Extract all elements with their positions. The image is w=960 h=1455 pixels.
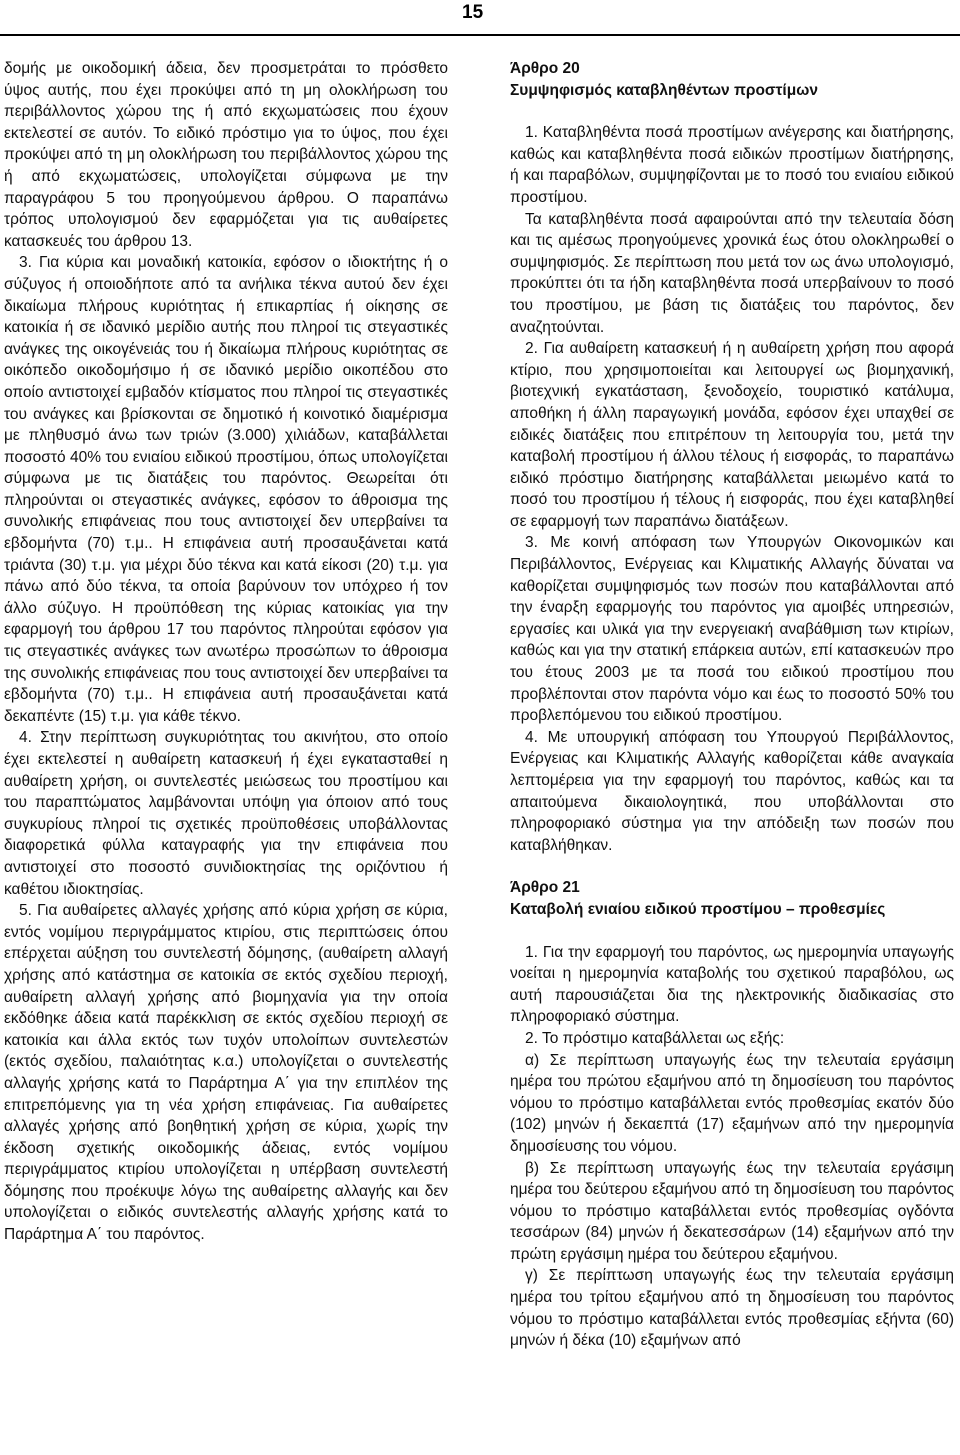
article-20-paragraph-1b: Τα καταβληθέντα ποσά αφαιρούνται από την τελευταία δόση και τις αμέσως προηγούμενες χρονικά έως ότου ολοκληρωθεί ο συμψηφισμός. Σε περίπτωση που μετά τον ως άνω υπολογισμό, προκύπτει ότι τα ήδη καταβληθέντα ποσά υπερβαίνουν το ποσό του προστίμου, με βάση τις διατάξεις του παρόντος, δεν αναζητούνται. — [510, 210, 954, 336]
right-column — [510, 58, 954, 1352]
article-21-title: Καταβολή ενιαίου ειδικού προστίμου – προθεσμίες — [510, 900, 886, 918]
page-number: 15 — [462, 2, 484, 23]
paragraph-4: 4. Στην περίπτωση συγκυριότητας του ακινήτου, στο οποίο έχει εκτελεστεί η αυθαίρετη κατασκευή ή έχει εγκατασταθεί η αυθαίρετη χρήση, οι συντελεστές μειώσεως του προστίμου και του παραπτώματος λαμβάνονται υπόψη για όποιον από τους συγκυρίους πληροί τις σχετικές προϋποθέσεις υποβάλλοντας διαφορετικά φύλλα καταγραφής για την επιφάνεια που αντιστοιχεί στο ποσοστό συνιδιοκτησίας της οριζόντιου ή καθέτου ιδιοκτησίας. — [4, 729, 448, 898]
article-20-number: Άρθρο 20 — [510, 60, 580, 77]
article-20-paragraph-4: 4. Με υπουργική απόφαση του Υπουργού Περιβάλλοντος, Ενέργειας και Κλιματικής Αλλαγής καθορίζεται κάθε αναγκαία λεπτομέρεια για την εφαρμογή του παρόντος, καθώς και τα απαιτούμενα δικαιολογητικά, που υποβάλλονται στο πληροφοριακό σύστημα για την απόδειξη των ποσών που καταβλήθηκαν. — [510, 728, 954, 854]
paragraph-5: 5. Για αυθαίρετες αλλαγές χρήσης από κύρια χρήση σε κύρια, εντός νομίμου περιγράμματος κτιρίου, στις περιπτώσεις όπου επέρχεται αύξηση του συντελεστή δόμησης, (αυθαίρετη αλλαγή χρήσης από κατάστημα σε κατοικία σε εκτός σχεδίου περιοχή, αυθαίρετη αλλαγή χρήσης από βιομηχανία για την οποία εκδόθηκε άδεια κατά παρέκκλιση σε εκτός σχεδίου περιοχή σε κατοικία και άλλα εκτός των τυχόν υπολοίπων συντελεστών (εκτός σχεδίου, παλαιότητας κ.α.) υπολογίζεται ο συντελεστής αλλαγής χρήσης κατά το Παράρτημα Α΄ για την επιπλέον της επιτρεπόμενης για τη νέα χρήση επιφάνειας. Για αυθαίρετες αλλαγές χρήσης από βοηθητική χρήση σε κύρια, χωρίς την έκδοση σχετικής οικοδομικής άδειας, εντός νομίμου περιγράμματος κτιρίου υπολογίζεται η υπέρβαση συντελεστή δόμησης που προέκυψε λόγω της αυθαίρετης αλλαγής και δεν υπολογίζεται ο ειδικός συντελεστής αλλαγής χρήσης κατά το Παράρτημα Α΄ του παρόντος. — [4, 902, 448, 1244]
header-rule — [0, 34, 960, 36]
article-21-paragraph-2c: γ) Σε περίπτωση υπαγωγής έως την τελευταία εργάσιμη ημέρα του τρίτου εξαμήνου από τη δημοσίευση του παρόντος νόμου το πρόστιμο καταβάλλεται εντός προθεσμίας εξήντα (60) μηνών ή δέκα (10) εξαμήνων από — [510, 1267, 954, 1350]
left-column — [4, 58, 448, 1246]
continued-paragraph: δομής με οικοδομική άδεια, δεν προσμετράται το πρόσθετο ύψος αυτής, που έχει προκύψει από τη μη ολοκλήρωση του περιβάλλοντος χώρου της ή από εκχωματώσεις που έχουν εκτελεστεί σε αυτόν. Το ειδικό πρόστιμο για το ύψος, που έχει προκύψει από τη μη ολοκλήρωση του περιβάλλοντος χώρου της ή από εκχωματώσεις, υπολογίζεται σύμφωνα με την παραγράφου 5 του προηγούμενου άρθρου. Ο παραπάνω τρόπος υπολογισμού δεν εφαρμόζεται για τις αυθαίρετες κατασκευές του άρθρου 13. — [4, 60, 448, 250]
article-21-paragraph-2b: β) Σε περίπτωση υπαγωγής έως την τελευταία εργάσιμη ημέρα του δεύτερου εξαμήνου από τη δημοσίευση του παρόντος νόμου το πρόστιμο καταβάλλεται εντός προθεσμίας ογδόντα τεσσάρων (84) μηνών ή δεκατεσσάρων (14) εξαμήνων από την πρώτη εργάσιμη ημέρα του δεύτερου εξαμήνου. — [510, 1159, 954, 1263]
article-21-number: Άρθρο 21 — [510, 879, 580, 897]
article-20-title: Συμψηφισμός καταβληθέντων προστίμων — [510, 81, 818, 99]
article-21-paragraph-2a: α) Σε περίπτωση υπαγωγής έως την τελευταία εργάσιμη ημέρα του πρώτου εξαμήνου από τη δημοσίευση του παρόντος νόμου το πρόστιμο καταβάλλεται εντός προθεσμίας εκατόν δύο (102) μηνών ή δεκαεπτά (17) εξαμήνων από την ημερομηνία δημοσίευσης του νόμου. — [510, 1051, 954, 1155]
article-20 — [510, 58, 954, 856]
article-20-paragraph-3: 3. Με κοινή απόφαση των Υπουργών Οικονομικών και Περιβάλλοντος, Ενέργειας και Κλιματικής Αλλαγής δύναται να καθορίζεται συμψηφισμός των ποσών που καταβάλλονται από την έναρξη εφαρμογής του παρόντος για αμοιβές υπηρεσιών, εργασίες και υλικά για την ενεργειακή αναβάθμιση των κτιρίων, καθώς και για την στατική επάρκεια αυτών, επί κατασκευών προ του έτους 2003 με τα ποσά του ειδικού προστίμου που προβλέπονται στον παρόντα νόμο και έως το ποσοστό 50% του προβλεπόμενου του ειδικού προστίμου. — [510, 534, 954, 725]
article-21-paragraph-1: 1. Για την εφαρμογή του παρόντος, ως ημερομηνία υπαγωγής νοείται η ημερομηνία καταβολής του σχετικού παραβόλου, ως αυτή παρουσιάζεται δια της ηλεκτρονικής διαδικασίας στο πληροφοριακό σύστημα. — [510, 943, 954, 1026]
article-21 — [510, 877, 954, 1351]
article-20-paragraph-1: 1. Καταβληθέντα ποσά προστίμων ανέγερσης και διατήρησης, καθώς και καταβληθέντα ποσά ειδικών προστίμων διατήρησης, ή και παραβόλων, συμψηφίζονται με το ποσό του ενιαίου ειδικού προστίμου. — [510, 124, 954, 206]
article-21-paragraph-2: 2. Το πρόστιμο καταβάλλεται ως εξής: — [525, 1029, 785, 1047]
paragraph-3: 3. Για κύρια και μοναδική κατοικία, εφόσον ο ιδιοκτήτης ή ο σύζυγος ή οποιοδήποτε από τα ανήλικα τέκνα αυτού δεν έχει δικαίωμα πλήρους κυριότητας ή επικαρπίας ή οίκησης σε κατοικία ή σε ιδανικό μερίδιο αυτής που πληροί τις στεγαστικές ανάγκες της οικογένειάς του ή δικαίωμα πλήρους κυριότητας σε οικόπεδο οικοδομήσιμο ή σε ιδανικό μερίδιο οικοπέδου στο οποίο αντιστοιχεί εμβαδόν κτίσματος που πληροί τις στεγαστικές του ανάγκες και βρίσκονται σε δημοτικό ή κοινοτικό διαμέρισμα με πληθυσμό άνω των τριών (3.000) χιλιάδων, καταβάλλεται ποσοστό 40% του ενιαίου ειδικού προστίμου, όπως υπολογίζεται σύμφωνα με τις διατάξεις του παρόντος. Θεωρείται ότι πληρούνται οι στεγαστικές ανάγκες, εφόσον το άθροισμα της συνολικής επιφάνειας που τους αντιστοιχεί δεν υπερβαίνει τα εβδομήντα (70) τ.μ.. Η επιφάνεια αυτή προσαυξάνεται κατά τριάντα (30) τ.μ. για μέχρι δύο τέκνα και κατά είκοσι (20) τ.μ. για πάνω από δύο τέκνα, τα οποία βαρύνουν τον υπόχρεο ή τον άλλο σύζυγο. Η προϋπόθεση της κύριας κατοικίας για την εφαρμογή του άρθρου 17 του παρόντος πληρούται εφόσον για τις στεγαστικές ανάγκες των ανωτέρω προσώπων το άθροισμα της συνολικής επιφάνειας που τους αντιστοιχεί δεν υπερβαίνει τα εβδομήντα (70) τ.μ.. Η επιφάνεια αυτή προσαυξάνεται κατά δεκαπέντε (15) τ.μ. για κάθε τέκνο. — [4, 254, 448, 725]
article-20-paragraph-2: 2. Για αυθαίρετη κατασκευή ή η αυθαίρετη χρήση που αφορά κτίριο, που χρησιμοποιείται και λειτουργεί ως βιομηχανική, βιοτεχνική εγκατάσταση, ξενοδοχείο, τουριστικό κατάλυμα, αποθήκη ή άλλη παραγωγική μονάδα, εφόσον έχει υπαχθεί σε ειδικές διατάξεις που επιτρέπουν τη λειτουργία του, μετά την καταβολή προστίμου ή άλλου τέλους ή εισφοράς, το παραπάνω ειδικό πρόστιμο διατήρησης καταβάλλεται μειωμένο κατά το ποσό του προστίμου ή τέλους ή εισφοράς, που έχει καταβληθεί σε εφαρμογή των παραπάνω διατάξεων. — [510, 340, 954, 530]
